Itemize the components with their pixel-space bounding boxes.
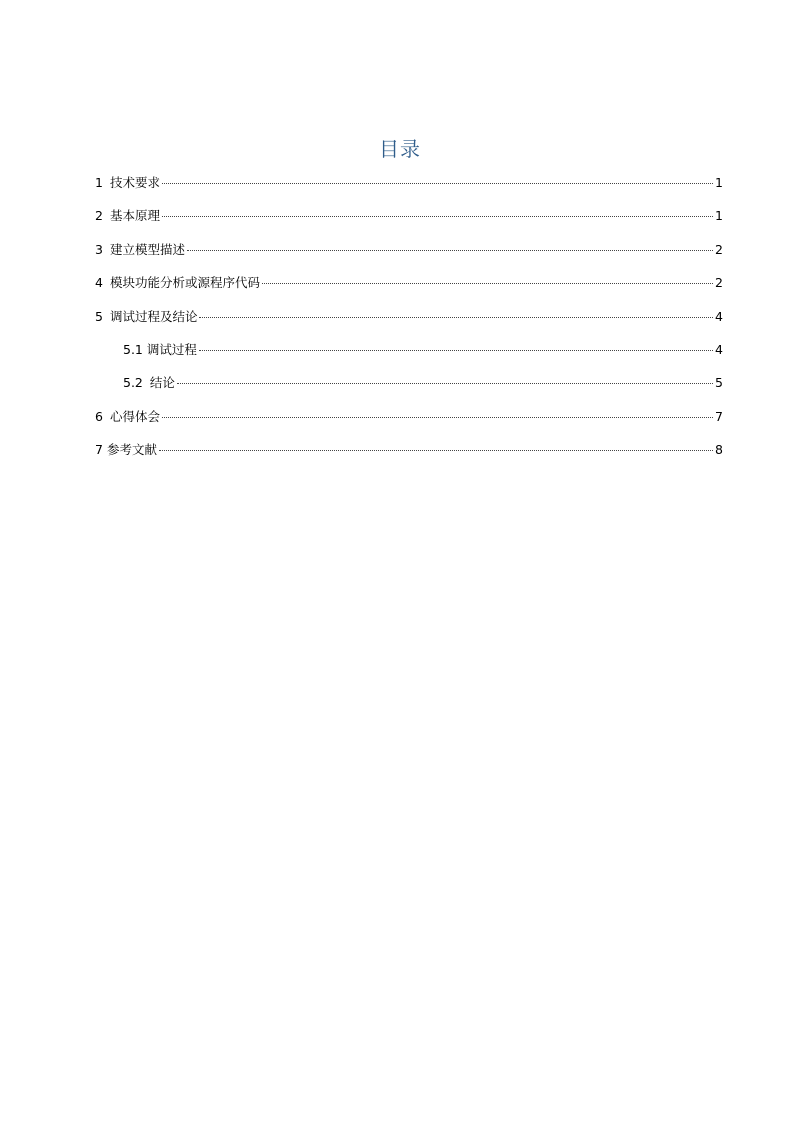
toc-entry-page: 8 xyxy=(715,442,723,458)
toc-entry-number: 7 xyxy=(95,442,103,458)
toc-entry-2[interactable] xyxy=(95,207,723,240)
toc-entry-page: 5 xyxy=(715,375,723,391)
toc-entry-3[interactable] xyxy=(95,241,723,274)
dot-leader xyxy=(199,350,713,351)
toc-entry-5[interactable] xyxy=(95,308,723,341)
toc-entry-title: 调试过程及结论 xyxy=(109,308,198,324)
toc-entry-1[interactable] xyxy=(95,174,723,207)
toc-entry-7[interactable] xyxy=(95,441,723,474)
toc-entry-page: 1 xyxy=(715,175,723,190)
toc-entry-page: 4 xyxy=(715,341,723,357)
toc-entry-number: 1 xyxy=(95,175,103,190)
toc-entry-6[interactable] xyxy=(95,408,723,441)
toc-entry-title: 结论 xyxy=(149,375,175,391)
dot-leader xyxy=(262,283,713,284)
toc-entry-number: 3 xyxy=(95,241,103,257)
toc-entry-number: 6 xyxy=(95,408,103,424)
toc-entry-title: 调试过程 xyxy=(146,341,197,357)
toc-entry-4[interactable] xyxy=(95,274,723,307)
dot-leader xyxy=(162,216,713,217)
toc-entry-number: 2 xyxy=(95,208,103,224)
toc-entry-page: 1 xyxy=(715,208,723,224)
toc-entry-title: 基本原理 xyxy=(109,208,160,224)
toc-entry-page: 7 xyxy=(715,408,723,424)
toc-entry-page: 2 xyxy=(715,241,723,257)
dot-leader xyxy=(162,183,713,184)
dot-leader xyxy=(159,450,713,451)
dot-leader xyxy=(199,317,713,318)
toc-entry-title: 模块功能分析或源程序代码 xyxy=(109,275,260,291)
toc-entry-title: 建立模型描述 xyxy=(109,241,185,257)
toc-entry-number: 4 xyxy=(95,275,103,291)
toc-entry-title: 技术要求 xyxy=(109,175,160,190)
toc-entry-page: 2 xyxy=(715,275,723,291)
toc-entry-title: 参考文献 xyxy=(106,442,157,458)
toc-title: 目录 xyxy=(379,137,421,161)
toc-entry-title: 心得体会 xyxy=(109,408,160,424)
dot-leader xyxy=(162,417,713,418)
toc-entry-5-2[interactable] xyxy=(95,374,723,407)
dot-leader xyxy=(187,250,713,251)
toc-entry-number: 5.2 xyxy=(123,375,143,391)
toc-entry-number: 5 xyxy=(95,308,103,324)
dot-leader xyxy=(177,383,713,384)
table-of-contents xyxy=(95,174,723,475)
toc-entry-number: 5.1 xyxy=(123,341,143,357)
toc-entry-5-1[interactable] xyxy=(95,341,723,374)
toc-entry-page: 4 xyxy=(715,308,723,324)
